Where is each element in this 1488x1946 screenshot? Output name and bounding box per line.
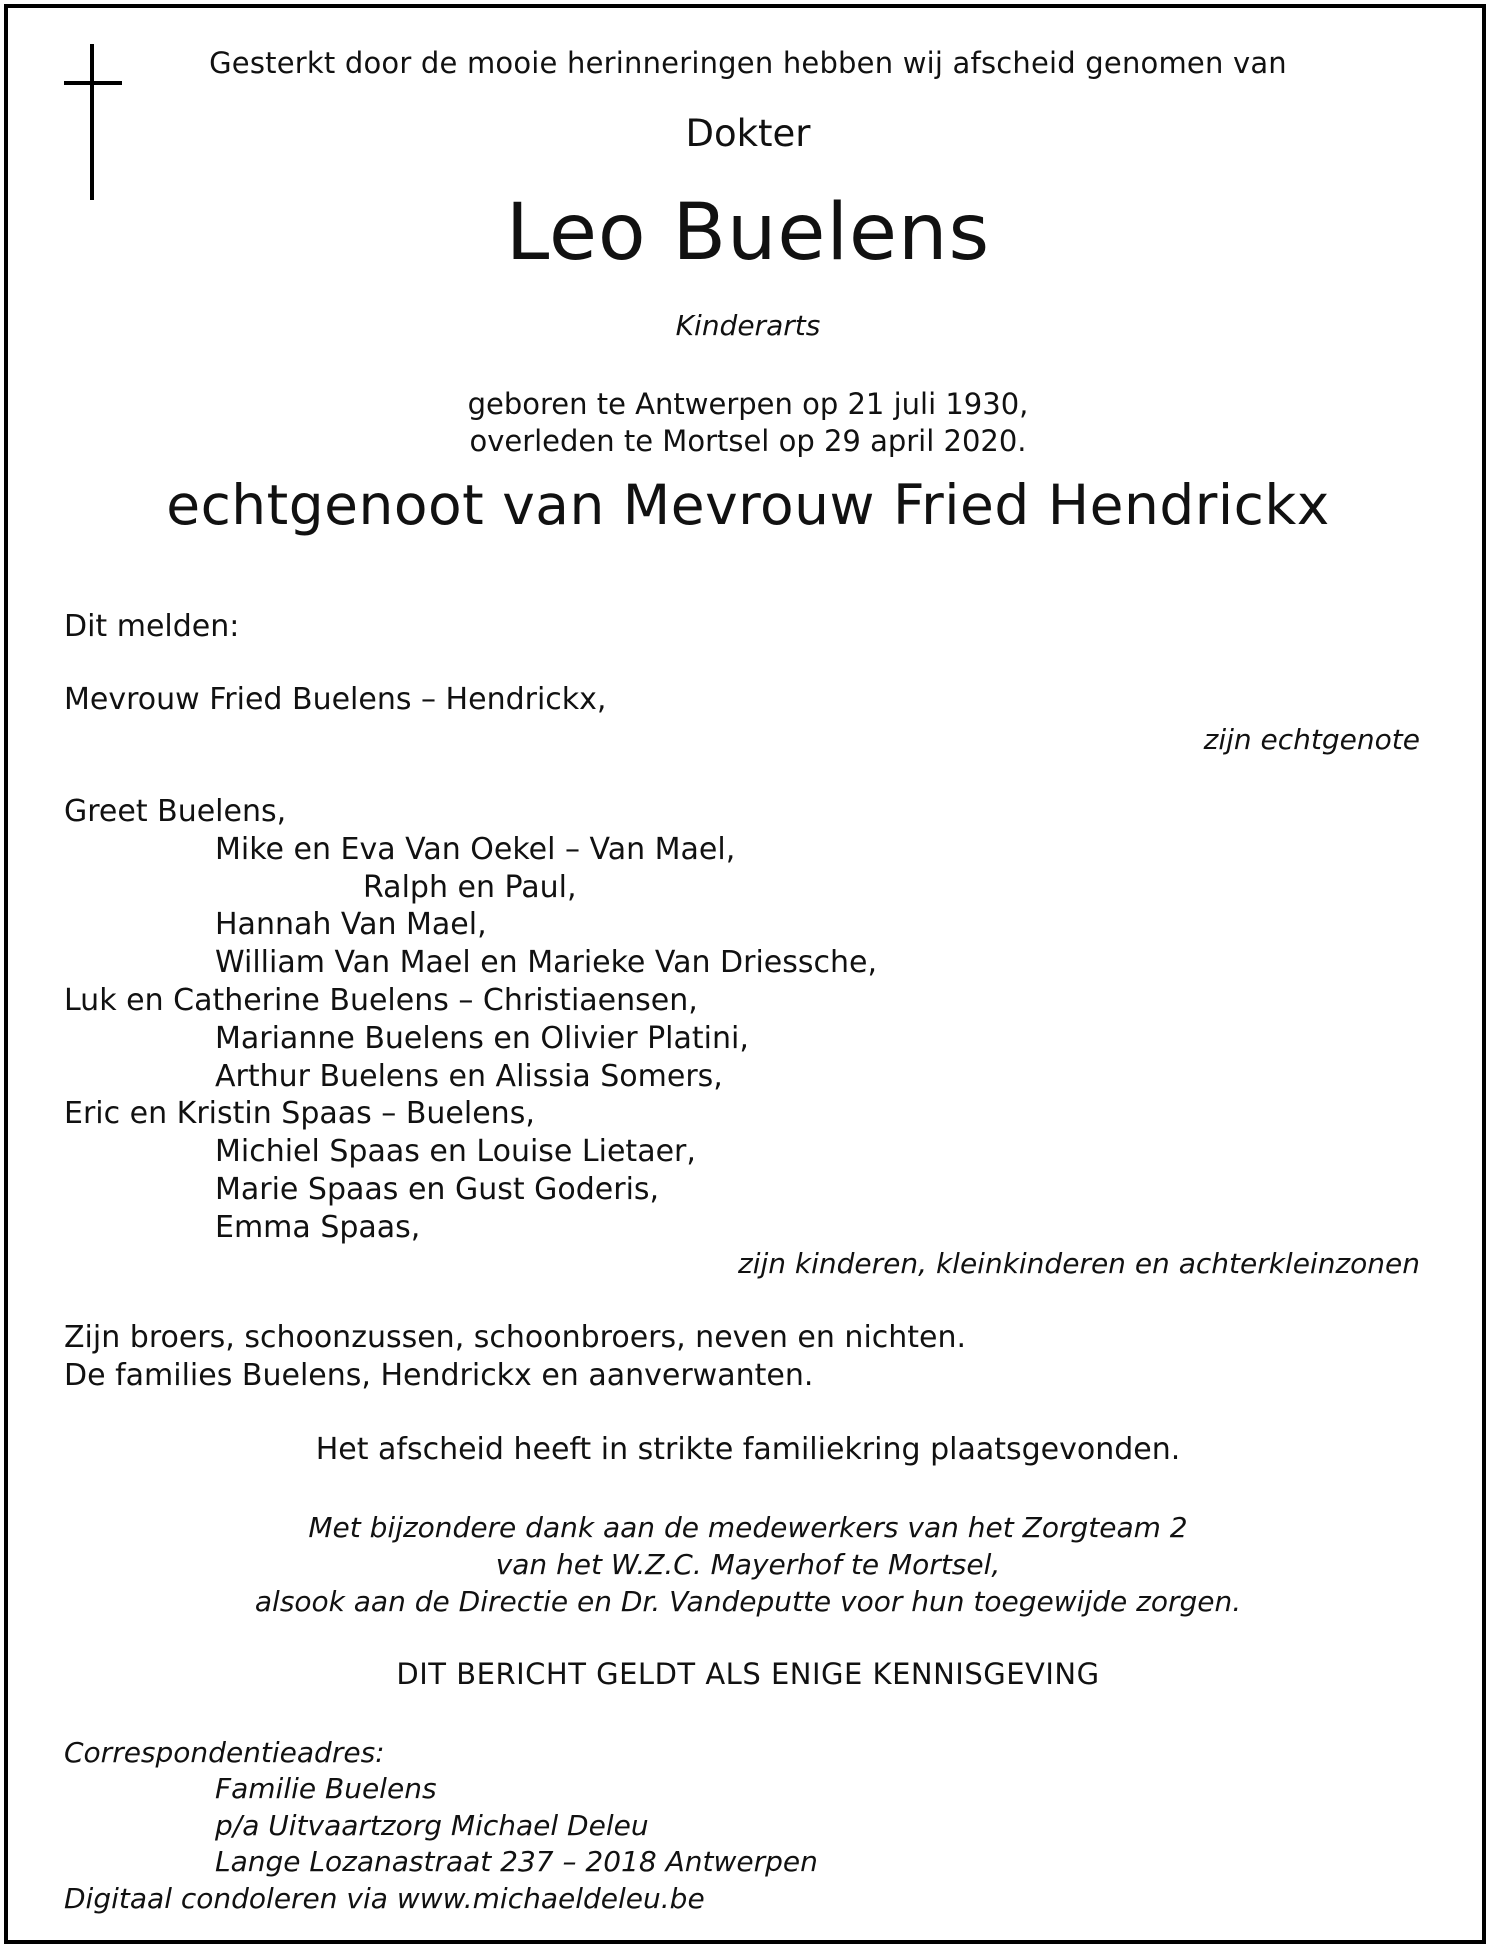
family-member: Marianne Buelens en Olivier Platini, bbox=[215, 1020, 749, 1056]
spouse-name: Mevrouw Fried Buelens – Hendrickx, bbox=[64, 682, 607, 717]
family-member: Mike en Eva Van Oekel – Van Mael, bbox=[215, 831, 736, 867]
family-member: Ralph en Paul, bbox=[363, 869, 577, 905]
condolence-link[interactable]: Digitaal condoleren via www.michaeldeleu.be bbox=[64, 1882, 705, 1915]
life-dates bbox=[8, 386, 1488, 460]
family-member: Arthur Buelens en Alissia Somers, bbox=[215, 1058, 723, 1094]
correspondence-line: p/a Uitvaartzorg Michael Deleu bbox=[215, 1809, 649, 1842]
family-member: Michiel Spaas en Louise Lietaer, bbox=[215, 1134, 696, 1170]
birth-line: geboren te Antwerpen op 21 juli 1930, bbox=[467, 387, 1029, 421]
cross-icon-bar bbox=[64, 81, 122, 85]
title-prefix: Dokter bbox=[685, 112, 811, 155]
thanks-line: Met bijzondere dank aan de medewerkers van het Zorgteam 2 bbox=[308, 1511, 1188, 1544]
relatives-line-2: De families Buelens, Hendrickx en aanverwanten. bbox=[64, 1358, 814, 1393]
thanks-block bbox=[8, 1509, 1488, 1620]
deceased-name: Leo Buelens bbox=[505, 188, 991, 278]
notice-text: DIT BERICHT GELDT ALS ENIGE KENNISGEVING bbox=[396, 1657, 1100, 1691]
announce-label: Dit melden: bbox=[64, 609, 240, 644]
spouse-heading: echtgenoot van Mevrouw Fried Hendrickx bbox=[166, 473, 1330, 537]
death-line: overleden te Mortsel op 29 april 2020. bbox=[469, 424, 1027, 458]
family-member: Luk en Catherine Buelens – Christiaensen, bbox=[64, 983, 698, 1018]
ceremony-text: Het afscheid heeft in strikte familiekring plaatsgevonden. bbox=[315, 1432, 1181, 1467]
correspondence-line: Familie Buelens bbox=[215, 1772, 437, 1805]
correspondence-line: Lange Lozanastraat 237 – 2018 Antwerpen bbox=[215, 1845, 818, 1878]
correspondence-label: Correspondentieadres: bbox=[64, 1736, 385, 1769]
obituary-card bbox=[4, 4, 1486, 1944]
thanks-line: alsook aan de Directie en Dr. Vandeputte voor hun toegewijde zorgen. bbox=[254, 1585, 1242, 1618]
family-member: Greet Buelens, bbox=[64, 794, 287, 829]
profession: Kinderarts bbox=[675, 309, 821, 342]
family-member: Marie Spaas en Gust Goderis, bbox=[215, 1172, 660, 1207]
family-role: zijn kinderen, kleinkinderen en achterkleinzonen bbox=[738, 1247, 1420, 1280]
thanks-line: van het W.Z.C. Mayerhof te Mortsel, bbox=[495, 1548, 1001, 1581]
relatives-line-1: Zijn broers, schoonzussen, schoonbroers, neven en nichten. bbox=[64, 1320, 967, 1355]
family-member: Eric en Kristin Spaas – Buelens, bbox=[64, 1096, 535, 1132]
intro-text: Gesterkt door de mooie herinneringen hebben wij afscheid genomen van bbox=[209, 46, 1287, 80]
family-member: Hannah Van Mael, bbox=[215, 907, 487, 943]
spouse-role: zijn echtgenote bbox=[1203, 723, 1420, 756]
family-member: Emma Spaas, bbox=[215, 1209, 421, 1245]
family-member: William Van Mael en Marieke Van Driessche, bbox=[215, 945, 878, 981]
